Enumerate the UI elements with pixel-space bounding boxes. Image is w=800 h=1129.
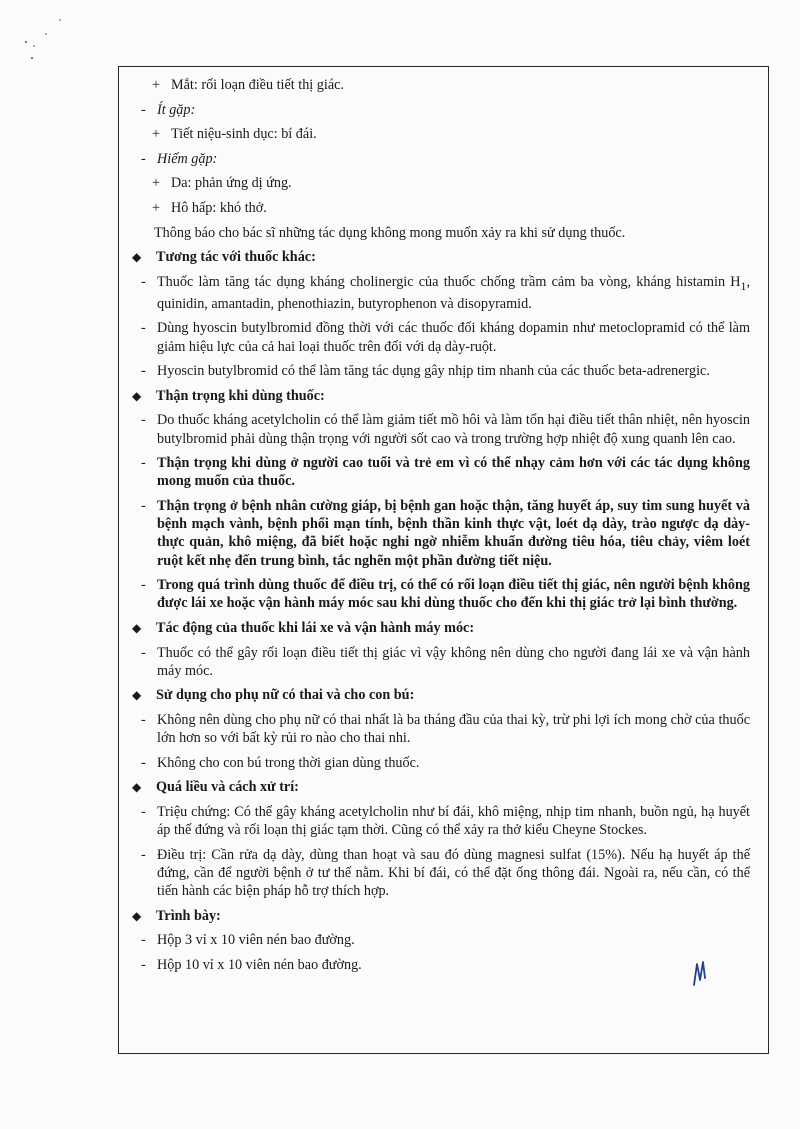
diamond-bullet-icon: ◆ [132, 388, 142, 403]
section-heading-interactions: ◆ Tương tác với thuốc khác: [132, 249, 316, 266]
precaution-item: - Thận trọng ở bệnh nhân cường giáp, bị bệnh gan hoặc thận, tăng huyết áp, suy tim sung huyết và bệnh mạch vành, bệnh phổi mạn tính, bệnh thần kinh thực vật, loét dạ dày, trào ngược dạ dày-thực quản, khô miệng, đã biết hoặc nghi ngờ nhiễm khuẩn đường tiêu hóa, tiêu chảy, viêm loét ruột kết nhẹ đến trung bình, tắc nghẽn một phần đường tiết niệu. [141, 497, 750, 569]
overdose-item: - Triệu chứng: Có thể gây kháng acetylcholin như bí đái, khô miệng, nhịp tim nhanh, buồn ngủ, hạ huyết áp thế đứng và rối loạn thị giác tạm thời. Cũng có thể xảy ra thở kiểu Cheyne Stockes. [141, 803, 750, 839]
diamond-bullet-icon: ◆ [132, 250, 142, 265]
rare-heading: - Hiếm gặp: [141, 150, 218, 167]
scan-specks [20, 12, 80, 72]
initials-signature [690, 958, 710, 988]
section-heading-precautions: ◆ Thận trọng khi dùng thuốc: [132, 387, 325, 404]
overdose-item: - Điều trị: Cần rửa dạ dày, dùng than hoạt và sau đó dùng magnesi sulfat (15%). Nếu hạ huyết áp thế đứng, cần để người bệnh ở tư thế nằm. Khi bí đái, có thể đặt ống thông đái. Ngoài ra, nếu cần, có thể tiến hành các biện pháp hỗ trợ thích hợp. [141, 846, 750, 900]
interaction-item: - Dùng hyoscin butylbromid đồng thời với các thuốc đối kháng dopamin như metoclopramid có thể làm giảm hiệu lực của cả hai loại thuốc trên đối với dạ dày-ruột. [141, 320, 750, 355]
diamond-bullet-icon: ◆ [132, 908, 142, 923]
presentation-item: - Hộp 10 vỉ x 10 viên nén bao đường. [141, 956, 362, 973]
interaction-item: - Hyoscin butylbromid có thể làm tăng tác dụng gây nhịp tim nhanh của các thuốc beta-adrenergic. [141, 363, 710, 380]
section-heading-overdose: ◆ Quá liều và cách xử trí: [132, 779, 299, 796]
driving-item: - Thuốc có thể gây rối loạn điều tiết thị giác vì vậy không nên dùng cho người đang lái xe và vận hành máy móc. [141, 644, 750, 679]
precaution-item: - Do thuốc kháng acetylcholin có thể làm giảm tiết mồ hôi và làm tổn hại điều tiết thân nhiệt, nên hyoscin butylbromid phải dùng thận trọng với người sốt cao và trong trường hợp nhiệt độ xung quanh lên cao. [141, 412, 750, 447]
side-effect-respiratory: + Hô hấp: khó thở. [152, 199, 267, 216]
side-effect-skin: + Da: phản ứng dị ứng. [152, 175, 292, 192]
interaction-item: - Thuốc làm tăng tác dụng kháng cholinergic của thuốc chống trầm cảm ba vòng, kháng histamin $H_1$, quinidin, amantadin, phenothiazin, butyrophenon và disopyramid. [141, 273, 750, 312]
pregnancy-item: - Không cho con bú trong thời gian dùng thuốc. [141, 754, 420, 771]
document-body [130, 76, 750, 981]
presentation-item: - Hộp 3 vỉ x 10 viên nén bao đường. [141, 932, 355, 949]
section-heading-pregnancy: ◆ Sử dụng cho phụ nữ có thai và cho con bú: [132, 687, 415, 704]
diamond-bullet-icon: ◆ [132, 620, 142, 635]
side-effect-urogenital: + Tiết niệu-sinh dục: bí đái. [152, 126, 317, 143]
precaution-item: - Thận trọng khi dùng ở người cao tuổi và trẻ em vì có thể nhạy cảm hơn với các tác dụng không mong muốn của thuốc. [141, 455, 750, 490]
uncommon-heading: - Ít gặp: [141, 101, 196, 118]
notify-doctor-note: Thông báo cho bác sĩ những tác dụng không mong muốn xảy ra khi sử dụng thuốc. [154, 224, 626, 241]
section-heading-driving: ◆ Tác động của thuốc khi lái xe và vận hành máy móc: [132, 619, 475, 636]
diamond-bullet-icon: ◆ [132, 688, 142, 703]
side-effect-eye: + Mắt: rối loạn điều tiết thị giác. [152, 77, 344, 93]
section-heading-presentation: ◆ Trình bày: [132, 907, 221, 924]
pregnancy-item: - Không nên dùng cho phụ nữ có thai nhất là ba tháng đầu của thai kỳ, trừ phi lợi ích mong chờ của thuốc lớn hơn so với bất kỳ rủi ro nào cho thai nhi. [141, 711, 750, 747]
precaution-item: - Trong quá trình dùng thuốc để điều trị, có thể có rối loạn điều tiết thị giác, nên người bệnh không được lái xe hoặc vận hành máy móc sau khi dùng thuốc cho đến khi thị giác trở lại bình thường. [141, 577, 750, 612]
diamond-bullet-icon: ◆ [132, 780, 142, 795]
